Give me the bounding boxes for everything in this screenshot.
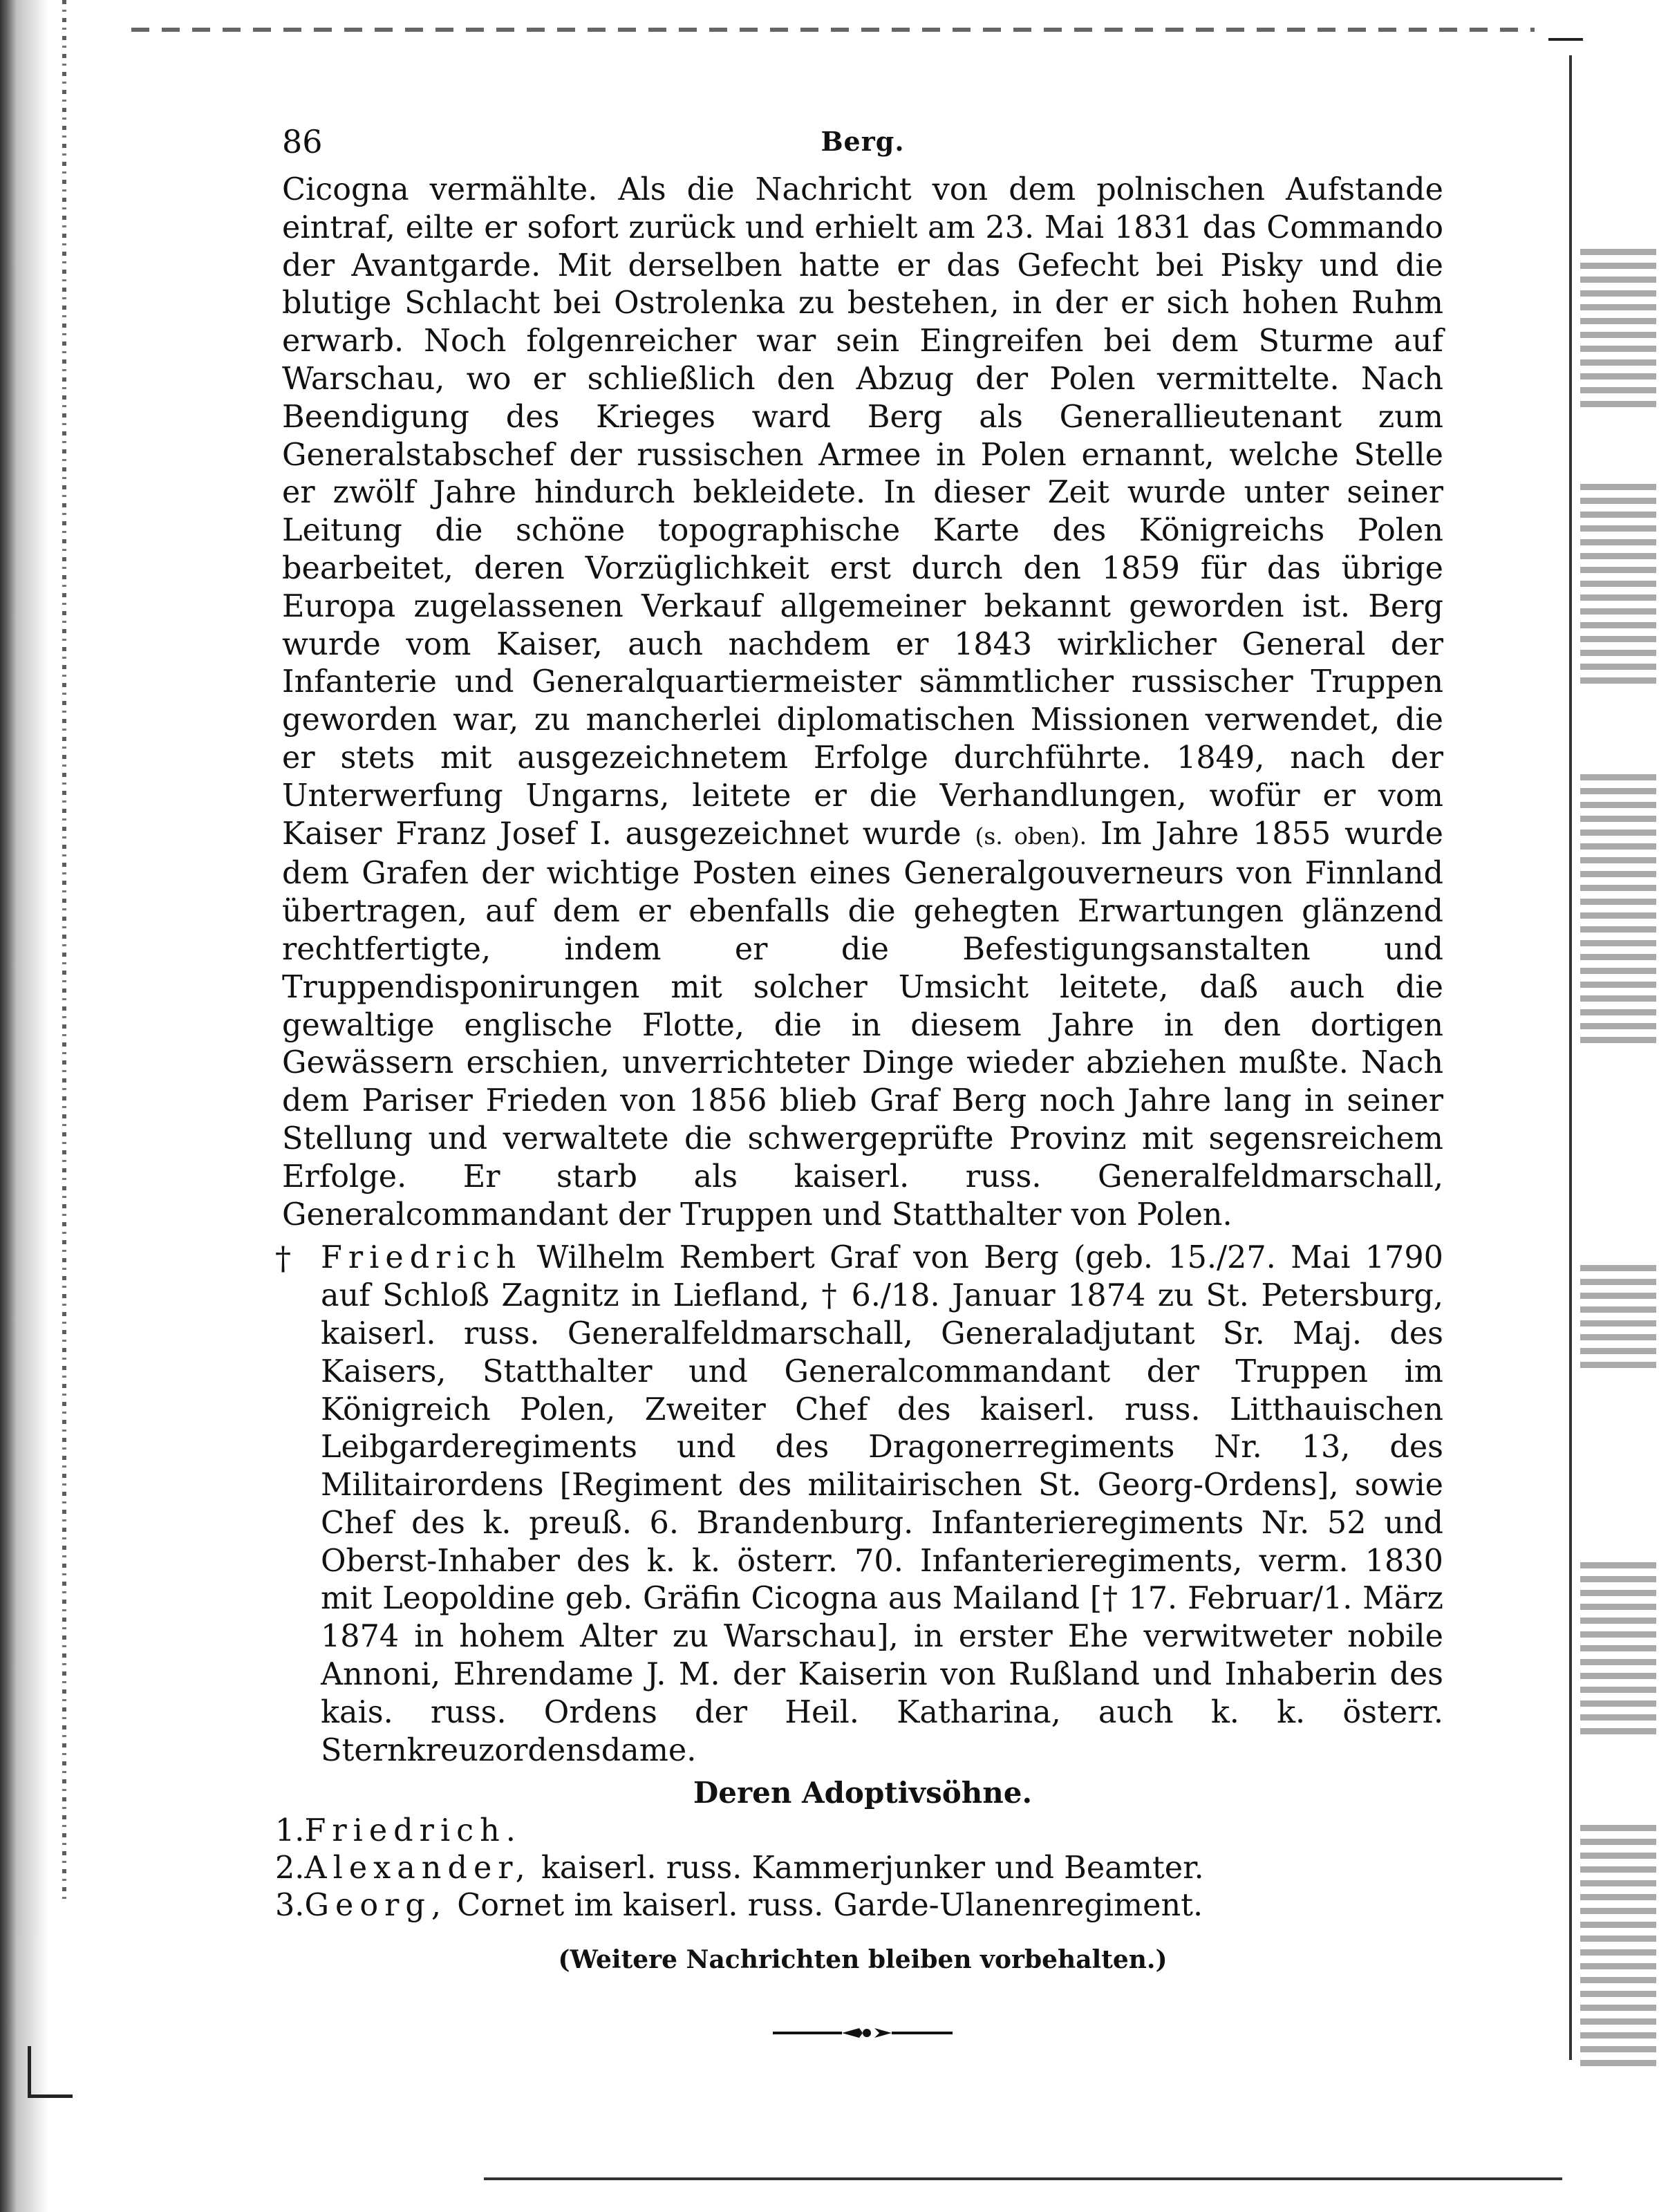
entry-description: Wilhelm Rembert Graf von Berg (geb. 15./27. Mai 1790 auf Schloß Zagnitz in Liefland, † 6./18. Januar 1874 zu St. Petersburg, kaiserl. russ. Generalfeldmarschall, Generaladjutant Sr. Maj. des Kaisers, Statthalter und Generalcommandant der Truppen im Königreich Polen, Zweiter Chef des kaiserl. russ. Litthauischen Leibgarderegiments und des Dragonerregiments Nr. 13, des Militairordens [Regiment des militairischen St. Georg-Ordens], sowie Chef des k. preuß. 6. Brandenburg. Infanterieregiments Nr. 52 und Oberst-Inhaber des k. k. österr. 70. Infanterieregiments, verm. 1830 mit Leopoldine geb. Gräfin Cicogna aus Mailand [† 17. Februar/1. März 1874 in hohem Alter zu Warschau], in erster Ehe verwitweter nobile Annoni, Ehrendame J. M. der Kaiserin von Rußland und Inhaberin des kais. russ. Ordens der Heil. Katharina, auch k. k. österr. Sternkreuzordensdame. (321, 1240, 1443, 1768)
scan-bottom-rule (484, 2177, 1562, 2180)
list-item: 2.Alexander, kaiserl. russ. Kammerjunker und Beamter. (275, 1850, 1204, 1886)
cross-reference: (s. oben). (975, 822, 1087, 850)
son-name: Alexander, (304, 1850, 532, 1886)
list-item: 3.Georg, Cornet im kaiserl. russ. Garde-Ulanenregiment. (275, 1888, 1203, 1924)
son-desc: kaiserl. russ. Kammerjunker und Beamter. (541, 1850, 1204, 1886)
page-number: 86 (282, 123, 323, 160)
entry-text (282, 1239, 1443, 1770)
body-text-part-1: Cicogna vermählte. Als die Nachricht von dem polnischen Aufstande eintraf, eilte er sofort zurück und erhielt am 23. Mai 1831 das Commando der Avantgarde. Mit derselben hatte er das Gefecht bei Pisky und die blutige Schlacht bei Ostrolenka zu bestehen, in der er sich hohen Ruhm erwarb. Noch folgenreicher war sein Eingreifen bei dem Sturme auf Warschau, wo er schließlich den Abzug der Polen vermittelte. Nach Beendigung des Krieges ward Berg als Generallieutenant zum Generalstabschef der russischen Armee in Polen ernannt, welche Stelle er zwölf Jahre hindurch bekleidete. In dieser Zeit wurde unter seiner Leitung die schöne topographische Karte des Königreichs Polen bearbeitet, deren Vorzüglichkeit erst durch den 1859 für das übrige Europa zugelassenen Verkauf allgemeiner bekannt geworden ist. Berg wurde vom Kaiser, auch nachdem er 1843 wirklicher General der Infanterie und Generalquartiermeister sämmtlicher russischer Truppen geworden war, zu mancherlei diplomatischen Missionen verwendet, die er stets mit ausgezeichnetem Erfolge durchführte. 1849, nach der Unterwerfung Ungarns, leitete er die Verhandlungen, wofür er vom Kaiser Franz Josef I. ausgezeichnet wurde (282, 172, 1443, 852)
running-head: Berg. (821, 126, 905, 157)
death-cross-icon: † (275, 1239, 291, 1277)
scan-left-edge (0, 0, 104, 2212)
entry-name: Friedrich (321, 1240, 523, 1276)
sons-heading: Deren Adoptivsöhne. (693, 1776, 1033, 1810)
son-name: Friedrich. (304, 1813, 522, 1849)
page-header (282, 123, 1443, 171)
sons-list (275, 1812, 1443, 1924)
scan-top-rule (1548, 38, 1583, 41)
son-desc: Cornet im kaiserl. russ. Garde-Ulanenregiment. (457, 1888, 1203, 1924)
page (275, 123, 1443, 2043)
genealogy-entry (275, 1239, 1443, 1770)
scan-top-dashes (131, 28, 1535, 32)
body-text-part-2: Im Jahre 1855 wurde dem Grafen der wichtige Posten eines Generalgouverneurs von Finnland übertragen, auf dem er ebenfalls die gehegten Erwartungen glänzend rechtfertigte, indem er die Befestigungsanstalten und Truppendisponirungen mit solcher Umsicht leitete, daß auch die gewaltige englische Flotte, die in diesem Jahre in den dortigen Gewässern erschien, unverrichteter Dinge wieder abziehen mußte. Nach dem Pariser Frieden von 1856 blieb Graf Berg noch Jahre lang in seiner Stellung und verwaltete die schwergeprüfte Provinz mit segensreichem Erfolge. Er starb als kaiserl. russ. Generalfeldmarschall, Generalcommandant der Truppen und Statthalter von Polen. (282, 816, 1443, 1232)
ornament-divider-icon (773, 2023, 953, 2043)
closing-note: (Weitere Nachrichten bleiben vorbehalten.) (558, 1945, 1168, 1975)
son-name: Georg, (304, 1888, 448, 1924)
adjacent-page-bleed (1569, 55, 1659, 2060)
body-paragraph (282, 171, 1443, 1234)
scan-corner-mark (28, 2046, 73, 2098)
list-item: 1.Friedrich. (275, 1813, 522, 1849)
